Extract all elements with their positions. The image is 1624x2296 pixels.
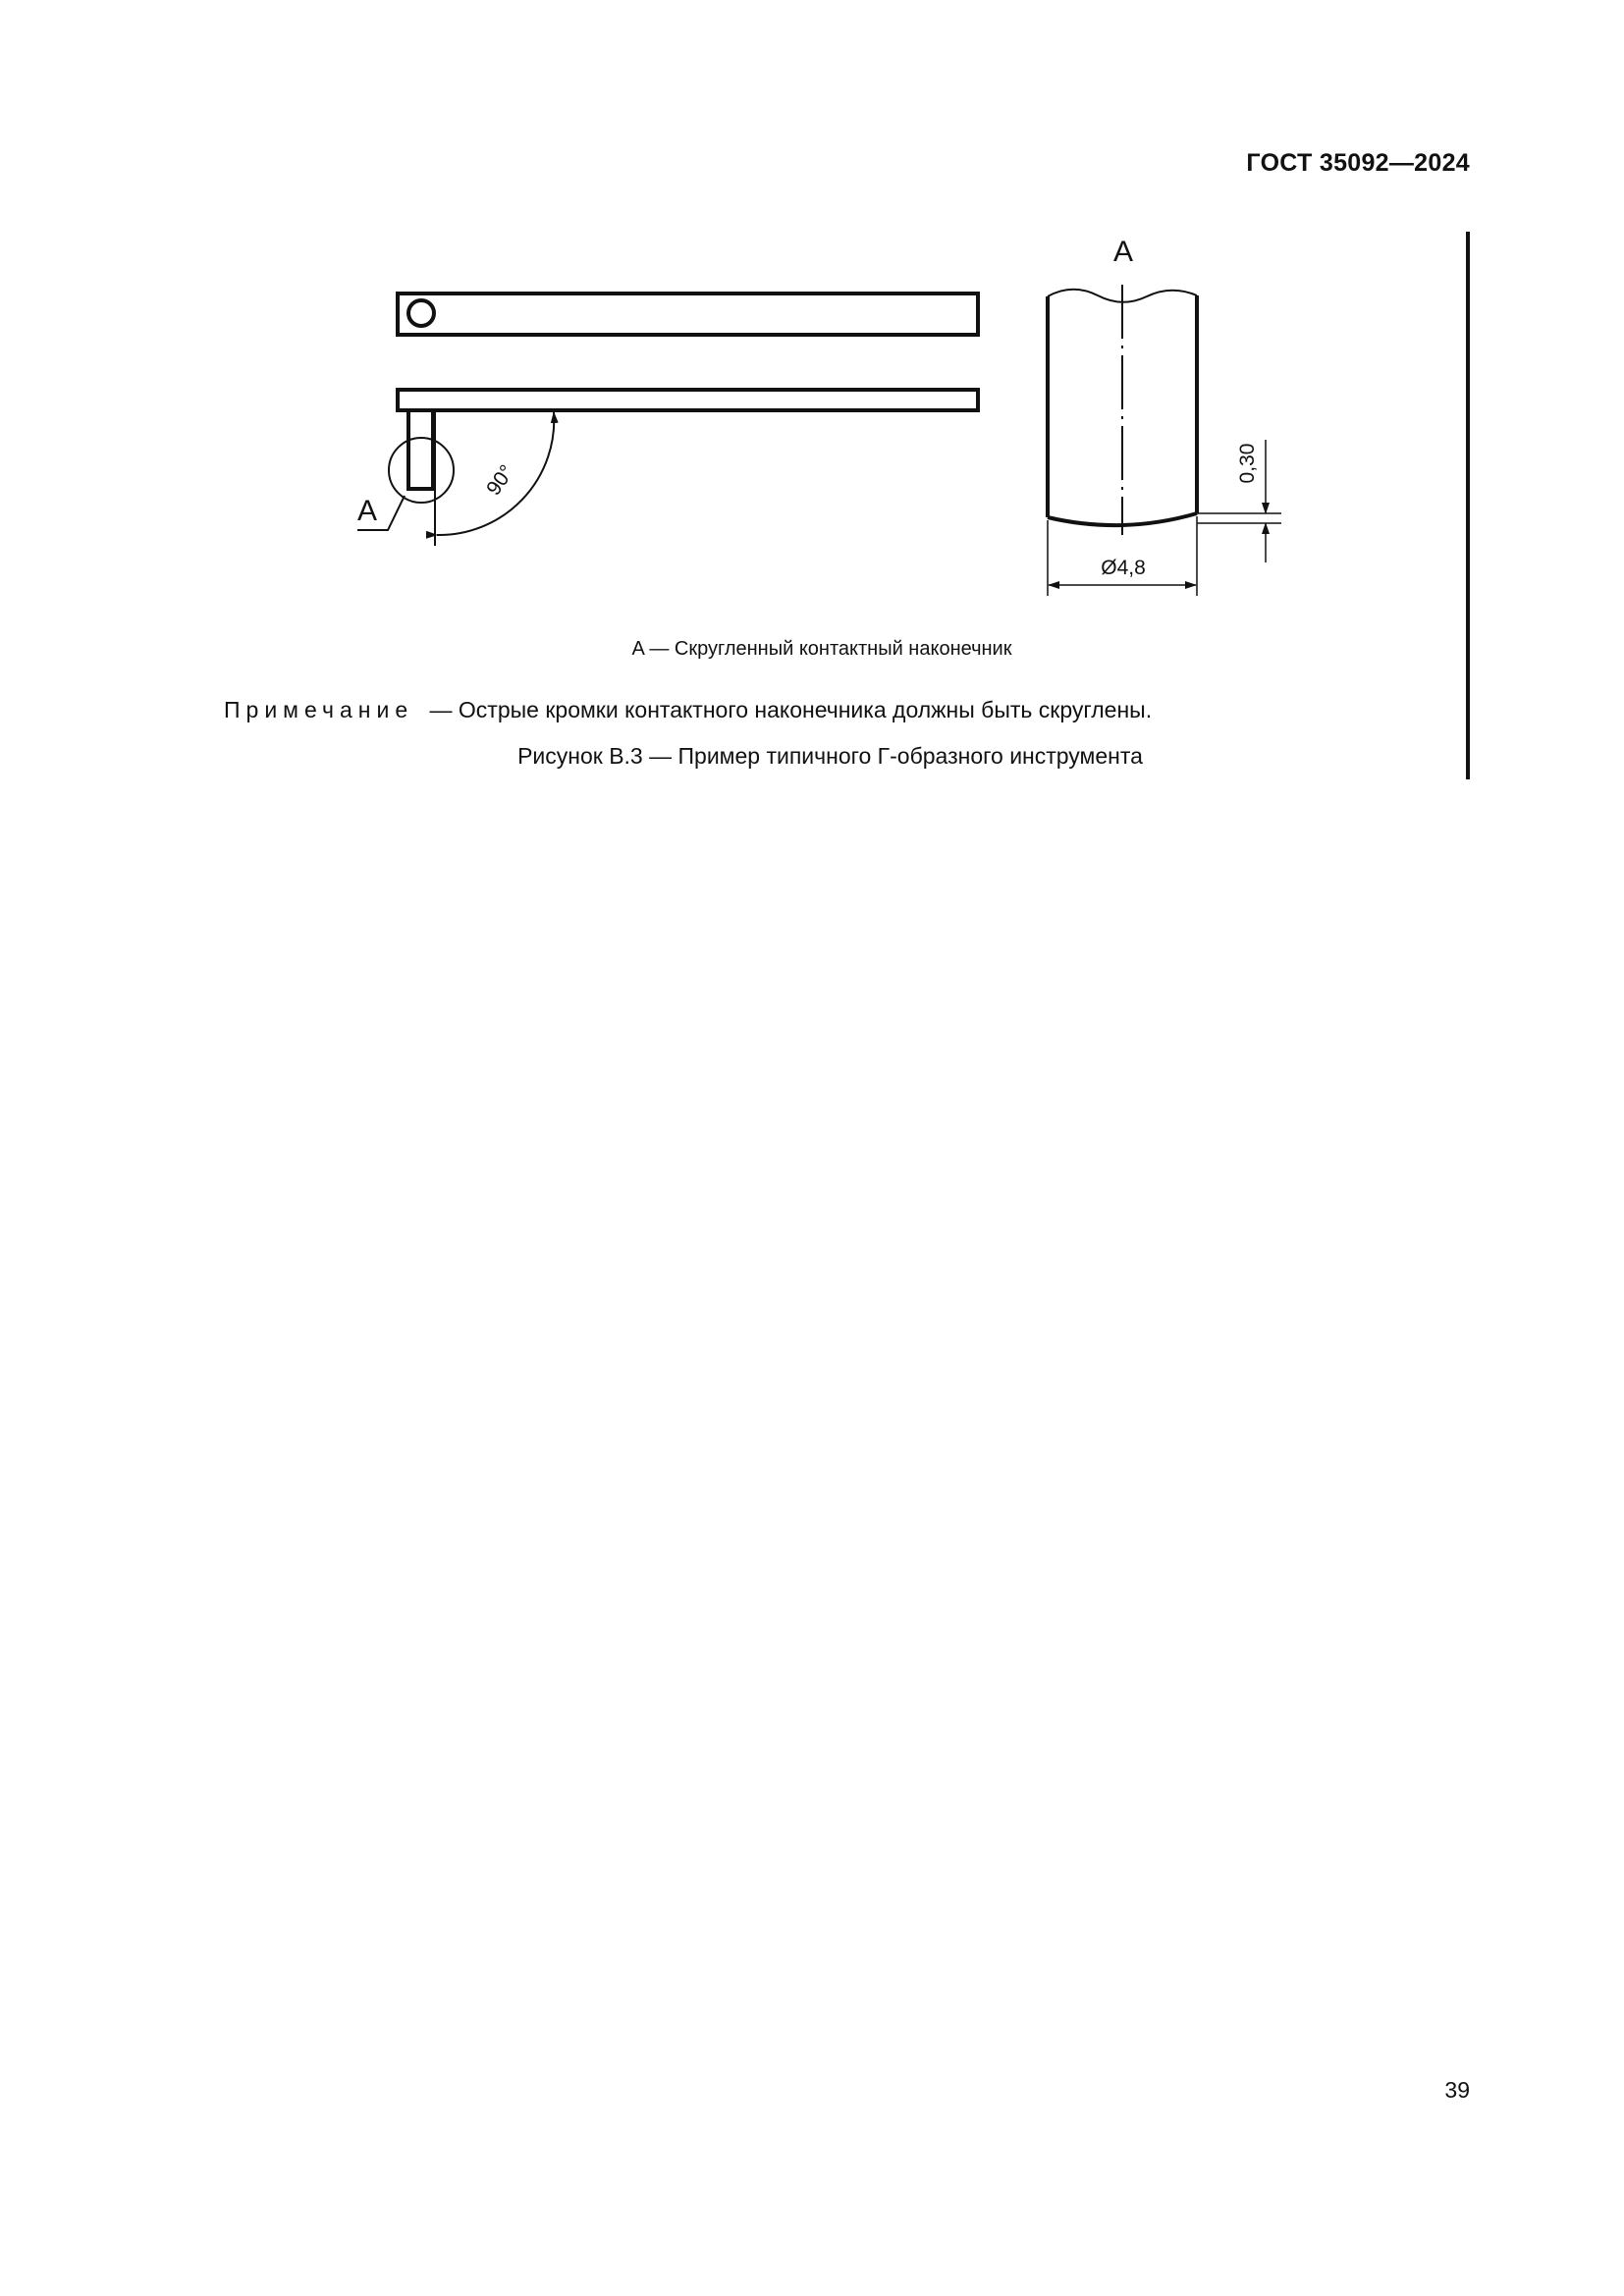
- standard-code: ГОСТ 35092—2024: [1246, 149, 1470, 177]
- figure-caption: [0, 743, 1624, 770]
- figure-caption-text: Рисунок В.3 — Пример типичного Г-образного инструмента: [517, 743, 1143, 769]
- contact-tip: [408, 410, 433, 489]
- figure-legend: [0, 638, 1624, 661]
- detail-circle: [389, 438, 454, 503]
- tool-top-view: [398, 294, 978, 335]
- technical-drawing: [0, 0, 1624, 687]
- detail-a-view: [1048, 236, 1281, 596]
- detail-label-left: A: [357, 495, 378, 527]
- thickness-dimension: 0,30: [1236, 443, 1259, 484]
- hole-circle: [408, 300, 434, 326]
- detail-label-title: A: [1112, 236, 1134, 268]
- page-number: 39: [1444, 2077, 1470, 2103]
- figure-legend-text: A — Скругленный контактный наконечник: [631, 638, 1012, 660]
- diameter-dimension: Ø4,8: [1101, 557, 1146, 579]
- note: [224, 697, 1152, 723]
- angle-label: 90°: [482, 460, 519, 500]
- note-label: Примечание: [224, 697, 414, 722]
- note-text: — Острые кромки контактного наконечника должны быть скруглены.: [429, 697, 1153, 722]
- tool-side-view: [357, 390, 978, 546]
